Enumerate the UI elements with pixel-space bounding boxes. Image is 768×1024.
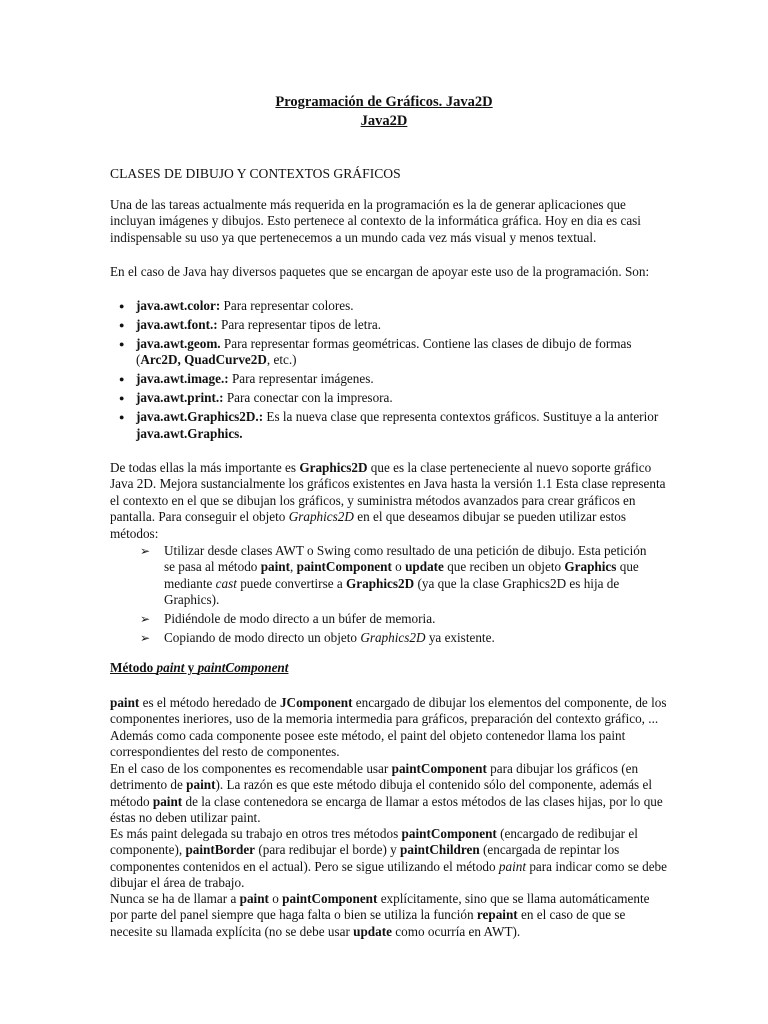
- list-item: ● java.awt.Graphics2D.: Es la nueva clase que representa contextos gráficos. Sustituye a la anterior java.awt.Graphics.: [110, 409, 670, 442]
- graphics2d-paragraph: De todas ellas la más importante es Graphics2D que es la clase perteneciente al nuevo soporte gráfico Java 2D. Mejora sustancialmente los gráficos existentes en Java hasta la versión 1.1 Esta clase representa el contexto en el que se dibujan los gráficos, y suministra métodos avanzados para crear gráficos en pantalla. Para conseguir el objeto Graphics2D en el que deseamos dibujar se pueden utilizar estos métodos:: [110, 460, 666, 541]
- list-item: ● java.awt.geom. Para representar formas geométricas. Contiene las clases de dibujo de formas (Arc2D, QuadCurve2D, etc.): [110, 336, 670, 369]
- list-item: ● java.awt.print.: Para conectar con la impresora.: [110, 390, 670, 406]
- list-item: ● java.awt.image.: Para representar imágenes.: [110, 371, 670, 387]
- intro-paragraph: Una de las tareas actualmente más requerida en la programación es la de generar aplicaciones que incluyan imágenes y dibujos. Esto pertenece al contexto de la informática gráfica. Hoy en dia es casi indispensable su uso ya que pertenecemos a un mundo cada vez más visual y menos textual.: [110, 197, 641, 245]
- delegation-paragraph: Es más paint delegada su trabajo en otros tres métodos paintComponent (encargado de redibujar el componente), paintBorder (para redibujar el borde) y paintChildren (encargada de repintar los componentes contenidos en el actual). Pero se sigue utilizando el método paint para indicar como se debe dibujar el área de trabajo.: [110, 826, 667, 891]
- methods-list: [138, 543, 658, 649]
- metodo-heading: Método paint y paintComponent: [110, 660, 289, 675]
- document-title: Programación de Gráficos. Java2D: [275, 94, 493, 110]
- paint-paragraph: paint es el método heredado de JComponent encargado de dibujar los elementos del componente, de los componentes ineriores, uso de la memoria intermedia para gráficos, preparación del contexto gráfico, ... Además como cada componente posee este método, el paint del objeto contenedor llama los paint correspondientes del resto de componentes.: [110, 695, 667, 760]
- list-item: ➢ Copiando de modo directo un objeto Graphics2D ya existente.: [138, 630, 658, 646]
- intro-paragraph-2: En el caso de Java hay diversos paquetes que se encargan de apoyar este uso de la programación. Son:: [110, 264, 650, 279]
- list-item: ➢ Utilizar desde clases AWT o Swing como resultado de una petición de dibujo. Esta petición se pasa al método paint, paintComponent o update que reciben un objeto Graphics que mediante cast puede convertirse a Graphics2D (ya que la clase Graphics2D es hija de Graphics).: [138, 543, 658, 609]
- section-heading: CLASES DE DIBUJO Y CONTEXTOS GRÁFICOS: [110, 166, 401, 181]
- list-item: ● java.awt.color: Para representar colores.: [110, 298, 670, 314]
- list-item: ● java.awt.font.: Para representar tipos de letra.: [110, 317, 670, 333]
- list-item: ➢ Pidiéndole de modo directo a un búfer de memoria.: [138, 611, 658, 627]
- document-subtitle: Java2D: [360, 113, 408, 129]
- paintcomponent-paragraph: En el caso de los componentes es recomendable usar paintComponent para dibujar los gráficos (en detrimento de paint). La razón es que este método dibuja el contenido sólo del componente, además el método paint de la clase contenedora se encarga de llamar a estos métodos de las clases hijas, por lo que éstas no deben utilizar paint.: [110, 761, 663, 826]
- repaint-paragraph: Nunca se ha de llamar a paint o paintComponent explícitamente, sino que se llama automáticamente por parte del panel siempre que haga falta o bien se utiliza la función repaint en el caso de que se necesite su llamada explícita (no se debe usar update como ocurría en AWT).: [110, 891, 650, 939]
- package-list: [110, 298, 670, 445]
